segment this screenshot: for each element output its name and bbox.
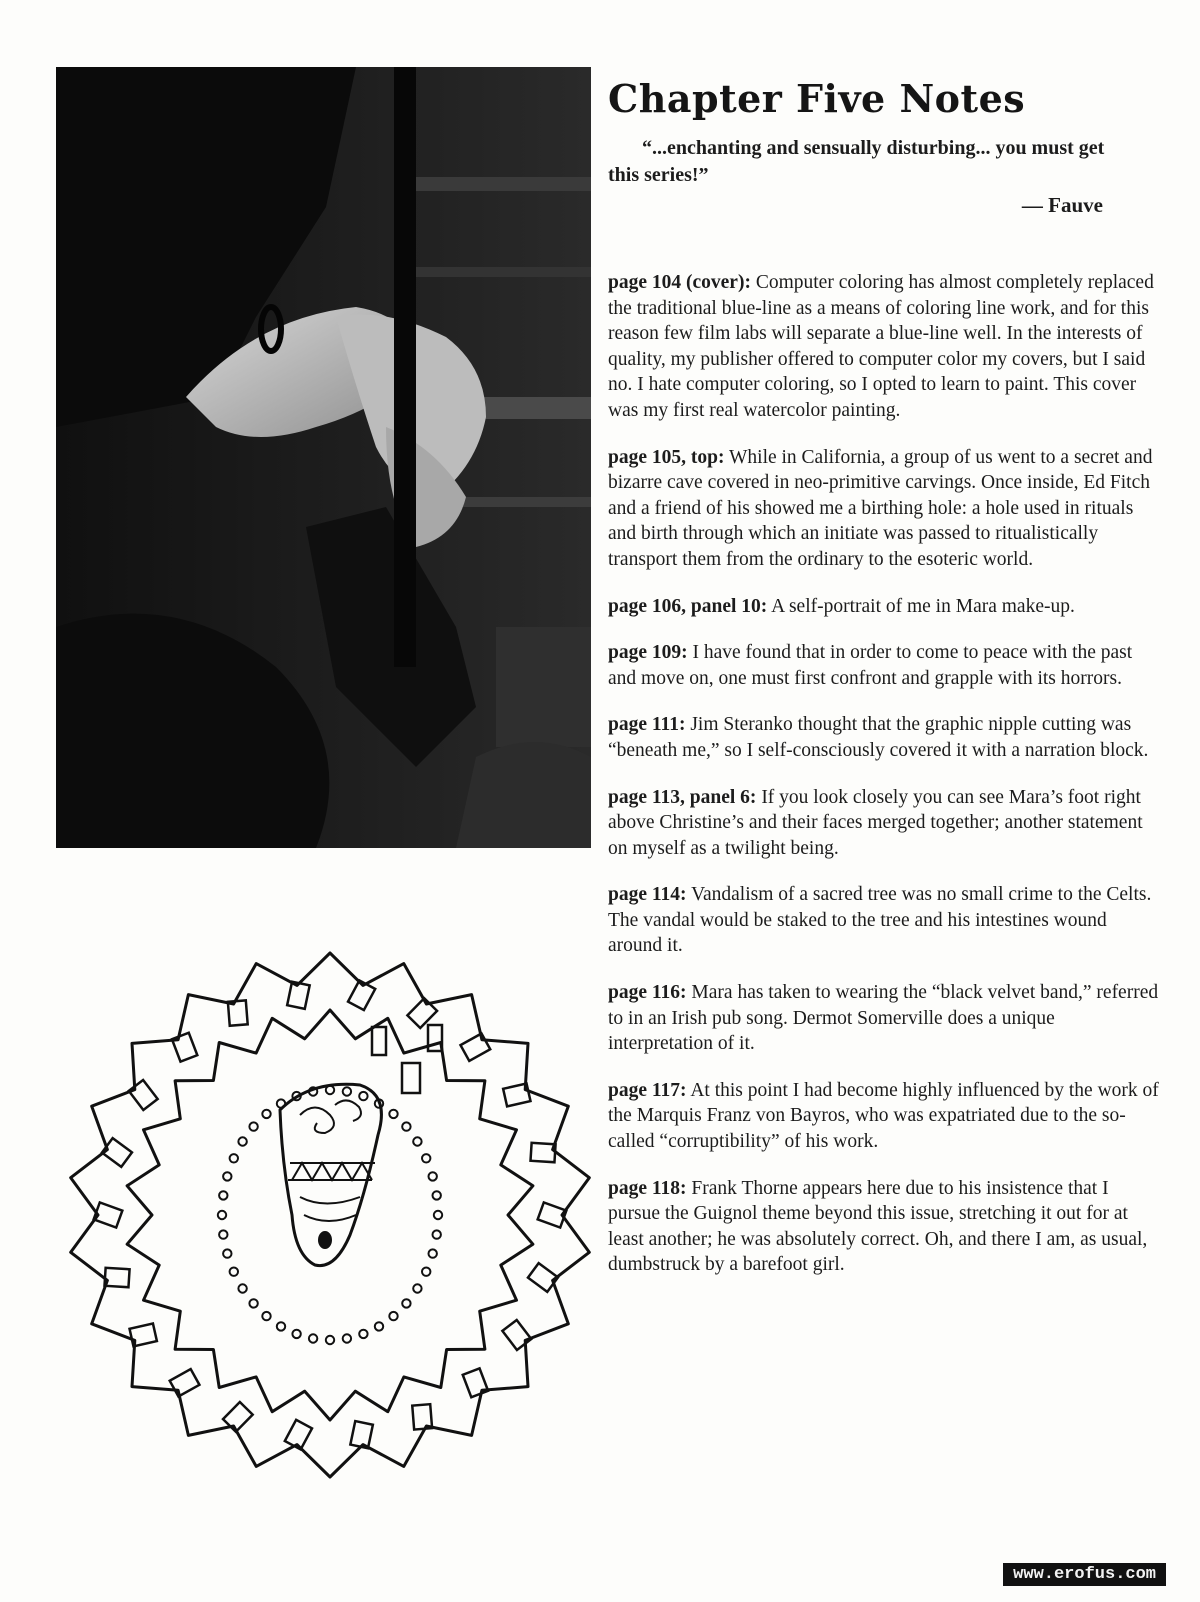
diamond-shape bbox=[461, 1033, 491, 1060]
quote-attribution: — Fauve bbox=[1021, 193, 1103, 217]
note-ref: page 118: bbox=[608, 1177, 687, 1199]
stone-spiral bbox=[335, 1100, 361, 1121]
dot-ring-circle bbox=[433, 1230, 441, 1238]
note-entry bbox=[608, 640, 1163, 691]
stone-spiral bbox=[300, 1108, 334, 1134]
note-entry bbox=[608, 270, 1163, 424]
dot-ring-circle bbox=[359, 1330, 367, 1338]
note-text: Mara has taken to wearing the “black velvet band,” referred to in an Irish pub song. Dermot Somerville does a unique interpretation of it. bbox=[608, 982, 1159, 1055]
dot-ring-circle bbox=[359, 1092, 367, 1100]
note-ref: page 117: bbox=[608, 1079, 687, 1101]
note-ref: page 105, top: bbox=[608, 446, 725, 468]
dot-ring-circle bbox=[238, 1284, 246, 1292]
stone-hole bbox=[318, 1231, 332, 1249]
note-entry bbox=[608, 594, 1163, 620]
mandala-illustration bbox=[60, 935, 600, 1495]
dot-ring-circle bbox=[413, 1284, 421, 1292]
dot-ring-circle bbox=[230, 1154, 238, 1162]
note-entry bbox=[608, 980, 1163, 1057]
note-text: At this point I had become highly influenced by the work of the Marquis Franz von Bayros, who was expatriated due to the so-called “corruptibility” of his work. bbox=[608, 1079, 1159, 1153]
dot-ring-circle bbox=[389, 1110, 397, 1118]
dot-ring-circle bbox=[402, 1299, 410, 1307]
note-ref: page 104 (cover): bbox=[608, 272, 751, 293]
dot-ring-circle bbox=[422, 1154, 430, 1162]
mandala-drawing bbox=[60, 935, 600, 1495]
note-entry bbox=[608, 882, 1163, 959]
diamond-shape bbox=[170, 1369, 200, 1396]
stone-triangles bbox=[292, 1163, 372, 1180]
note-text: I have found that in order to come to peace with the past and move on, one must first confront and grapple with its horrors. bbox=[608, 642, 1133, 689]
dot-ring-circle bbox=[249, 1299, 257, 1307]
outer-zigzag-ring bbox=[71, 953, 590, 1477]
dot-ring-circle bbox=[223, 1249, 231, 1257]
dot-ring-circle bbox=[219, 1230, 227, 1238]
dot-ring-circle bbox=[402, 1122, 410, 1130]
dot-ring-circle bbox=[277, 1322, 285, 1330]
note-entry bbox=[608, 1176, 1163, 1278]
dot-ring-circle bbox=[230, 1268, 238, 1276]
note-ref: page 116: bbox=[608, 982, 687, 1004]
diamond-shape bbox=[503, 1084, 530, 1107]
note-ref: page 111: bbox=[608, 714, 686, 736]
dot-ring-circle bbox=[223, 1172, 231, 1180]
dot-ring-circle bbox=[219, 1191, 227, 1199]
note-entry bbox=[608, 785, 1163, 862]
dot-ring-circle bbox=[262, 1312, 270, 1320]
inner-zigzag-ring bbox=[127, 1010, 533, 1420]
diamond-shape bbox=[105, 1268, 130, 1287]
dot-ring-circle bbox=[249, 1122, 257, 1130]
dot-ring-circle bbox=[413, 1137, 421, 1145]
note-text: Vandalism of a sacred tree was no small crime to the Celts. The vandal would be staked to the tree and his intestines wound around it. bbox=[608, 884, 1152, 957]
dot-ring-circle bbox=[262, 1110, 270, 1118]
diamond-shape bbox=[463, 1368, 488, 1397]
note-ref: page 113, panel 6: bbox=[608, 786, 757, 808]
small-rectangle bbox=[372, 1027, 386, 1055]
note-ref: page 109: bbox=[608, 642, 688, 664]
note-entry bbox=[608, 712, 1163, 763]
dot-ring-circle bbox=[429, 1172, 437, 1180]
dot-ring-circle bbox=[343, 1334, 351, 1342]
watermark: www.erofus.com bbox=[1003, 1563, 1166, 1586]
dot-ring-circle bbox=[343, 1087, 351, 1095]
stone-lines bbox=[300, 1197, 360, 1221]
diamond-shape bbox=[172, 1033, 197, 1062]
note-text: Jim Steranko thought that the graphic nipple cutting was “beneath me,” so I self-consciously covered it with a narration block. bbox=[608, 714, 1149, 761]
note-entry bbox=[608, 1078, 1163, 1155]
dot-ring-circle bbox=[326, 1336, 334, 1344]
dot-ring-circle bbox=[218, 1211, 226, 1219]
note-text: While in California, a group of us went to a secret and bizarre cave covered in neo-primitive carvings. Once inside, Ed Fitch and a friend of his showed me a birthing hole: a hole used in rituals and birth through which an initiate was passed to ritualistically transport them from the ordinary to the esoteric world. bbox=[608, 446, 1153, 570]
diamond-shape bbox=[130, 1324, 157, 1347]
note-text: Computer coloring has almost completely replaced the traditional blue-line as a means of coloring line work, and for this reason few film labs will separate a blue-line well. In the interests of quality, my publisher offered to computer color my covers, but I said no. I hate computer coloring, so I opted to learn to paint. This cover was my first real watercolor painting. bbox=[608, 272, 1154, 421]
note-text: If you look closely you can see Mara’s foot right above Christine’s and their faces merged together; another statement on myself as a twilight being. bbox=[608, 786, 1143, 859]
dot-ring-circle bbox=[433, 1191, 441, 1199]
notes-list bbox=[608, 270, 1163, 1278]
small-rectangle bbox=[402, 1063, 420, 1093]
dot-ring-circle bbox=[389, 1312, 397, 1320]
dot-ring-circle bbox=[434, 1211, 442, 1219]
dot-ring-circle bbox=[292, 1330, 300, 1338]
notes-column bbox=[608, 76, 1163, 1299]
dot-ring-circle bbox=[309, 1334, 317, 1342]
note-entry bbox=[608, 445, 1163, 573]
dot-ring-circle bbox=[375, 1322, 383, 1330]
dot-ring-circle bbox=[422, 1268, 430, 1276]
pull-quote: “...enchanting and sensually disturbing... you must get this series!” bbox=[608, 137, 1105, 186]
dot-ring-circle bbox=[238, 1137, 246, 1145]
note-ref: page 114: bbox=[608, 884, 687, 906]
photo-illustration bbox=[56, 67, 591, 848]
note-text: Frank Thorne appears here due to his insistence that I pursue the Guignol theme beyond this issue, stretching it out for at least another; he was absolutely correct. Oh, and there I am, as usual, dumbstruck by a barefoot girl. bbox=[608, 1177, 1148, 1276]
diamond-shape bbox=[102, 1138, 132, 1167]
diamond-shape bbox=[531, 1143, 556, 1162]
note-ref: page 106, panel 10: bbox=[608, 595, 768, 617]
diamond-shape bbox=[528, 1263, 558, 1292]
page-title: Chapter Five Notes bbox=[608, 76, 1026, 121]
note-text: A self-portrait of me in Mara make-up. bbox=[767, 595, 1075, 617]
black-and-white-photo bbox=[56, 67, 591, 848]
dot-ring-circle bbox=[429, 1249, 437, 1257]
